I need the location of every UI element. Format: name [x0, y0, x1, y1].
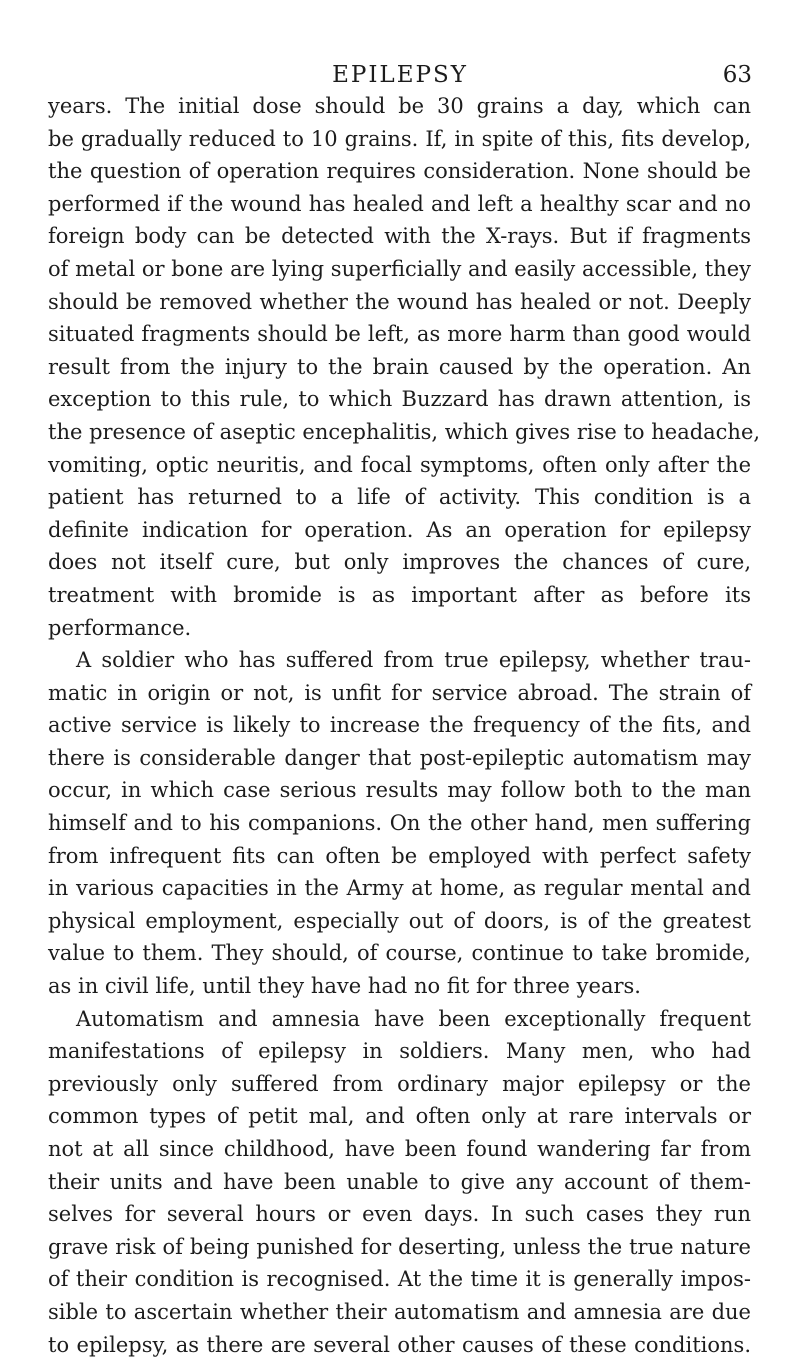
text-line: vomiting, optic neuritis, and focal symptoms, often only after the [48, 452, 751, 477]
page-number: 63 [722, 62, 752, 88]
text-line: previously only suffered from ordinary major epilepsy or the [48, 1071, 751, 1096]
text-line: performance. [48, 615, 192, 640]
text-line: common types of petit mal, and often only at rare intervals or [48, 1104, 751, 1129]
text-line: A soldier who has suffered from true epilepsy, whether trau- [76, 648, 751, 673]
text-line: matic in origin or not, is unfit for service abroad. The strain of [48, 680, 751, 705]
text-line: there is considerable danger that post-epileptic automatism may [48, 745, 751, 770]
running-head [48, 58, 752, 92]
text-line: situated fragments should be left, as more harm than good would [48, 322, 751, 347]
text-line: Automatism and amnesia have been exceptionally frequent [76, 1006, 751, 1031]
text-line: as in civil life, until they have had no fit for three years. [48, 974, 641, 999]
text-line: definite indication for operation. As an operation for epilepsy [48, 517, 751, 542]
text-line: be gradually reduced to 10 grains. If, in spite of this, fits develop, [48, 126, 751, 151]
text-line: result from the injury to the brain caused by the operation. An [48, 354, 751, 379]
paragraph-1 [48, 90, 761, 644]
text-line: exception to this rule, to which Buzzard has drawn attention, is [48, 387, 751, 412]
text-line: of metal or bone are lying superficially and easily accessible, they [48, 256, 751, 281]
paragraph-3 [48, 1003, 751, 1361]
text-line: from infrequent fits can often be employed with perfect safety [48, 843, 751, 868]
text-line: of their condition is recognised. At the time it is generally impos- [48, 1267, 751, 1292]
text-line: active service is likely to increase the frequency of the fits, and [48, 713, 751, 738]
text-line: selves for several hours or even days. In such cases they run [48, 1202, 751, 1227]
text-line: foreign body can be detected with the X-rays. But if fragments [48, 224, 751, 249]
text-line: the question of operation requires consideration. None should be [48, 159, 751, 184]
text-line: does not itself cure, but only improves the chances of cure, [48, 550, 751, 575]
running-title: EPILEPSY [332, 62, 468, 88]
paragraph-2 [48, 644, 751, 1003]
text-line: should be removed whether the wound has healed or not. Deeply [48, 289, 751, 314]
text-line: himself and to his companions. On the other hand, men suffering [48, 811, 751, 836]
text-line: in various capacities in the Army at home, as regular mental and [48, 876, 751, 901]
text-line: not at all since childhood, have been found wandering far from [48, 1137, 751, 1161]
text-line: their units and have been unable to give any account of them- [48, 1169, 751, 1194]
text-line: manifestations of epilepsy in soldiers. Many men, who had [48, 1039, 751, 1064]
text-line: sible to ascertain whether their automatism and amnesia are due [48, 1299, 751, 1324]
text-line: occur, in which case serious results may follow both to the man [48, 778, 751, 803]
text-line: value to them. They should, of course, continue to take bromide, [48, 941, 751, 966]
text-line: physical employment, especially out of doors, is of the greatest [48, 908, 751, 933]
text-line: years. The initial dose should be 30 grains a day, which can [48, 94, 751, 118]
text-line: treatment with bromide is as important after as before its [48, 582, 751, 607]
text-line: patient has returned to a life of activity. This condition is a [48, 485, 751, 510]
text-line: the presence of aseptic encephalitis, which gives rise to headache, [48, 419, 761, 444]
text-line: to epilepsy, as there are several other causes of these conditions. [48, 1332, 751, 1357]
body-text [48, 90, 761, 1361]
text-line: performed if the wound has healed and left a healthy scar and no [48, 191, 751, 216]
text-line: grave risk of being punished for deserting, unless the true nature [48, 1234, 751, 1259]
